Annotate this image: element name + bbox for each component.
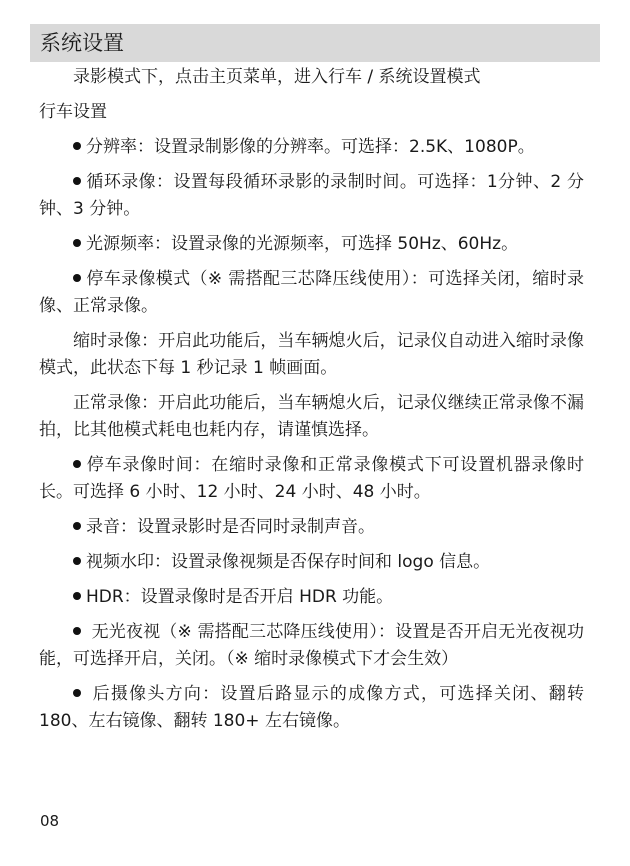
bullet-icon <box>73 627 81 635</box>
setting-item <box>39 681 584 735</box>
setting-item-text: 光源频率：设置录像的光源频率，可选择 50Hz、60Hz。 <box>86 234 519 254</box>
setting-item-text: 循环录像：设置每段循环录影的录制时间。可选择：1分钟、2 分钟、3 分钟。 <box>39 172 584 219</box>
bullet-icon <box>73 274 81 282</box>
setting-item-text: 停车录像时间：在缩时录像和正常录像模式下可设置机器录像时长。可选择 6 小时、12 小时、24 小时、48 小时。 <box>39 455 584 502</box>
setting-item <box>39 584 584 611</box>
page-number: 08 <box>40 812 60 830</box>
setting-item <box>39 134 584 161</box>
section-title: 行车设置 <box>39 102 107 122</box>
setting-item <box>39 169 584 223</box>
bullet-icon <box>73 177 81 185</box>
setting-item-text: 无光夜视（※ 需搭配三芯降压线使用）：设置是否开启无光夜视功能，可选择开启，关闭。（※ 缩时录像模式下才会生效） <box>39 622 584 669</box>
setting-item <box>39 266 584 320</box>
setting-item <box>39 452 584 506</box>
page-title: 系统设置 <box>40 31 124 55</box>
setting-item-text: 后摄像头方向：设置后路显示的成像方式，可选择关闭、翻转 180、左右镜像、翻转 180+ 左右镜像。 <box>39 684 584 731</box>
setting-item <box>39 549 584 576</box>
setting-item-text: 录音：设置录影时是否同时录制声音。 <box>86 517 375 537</box>
setting-item-text: HDR：设置录像时是否开启 HDR 功能。 <box>86 587 394 607</box>
manual-content <box>39 64 584 743</box>
setting-item-text: 分辨率：设置录制影像的分辨率。可选择：2.5K、1080P。 <box>86 137 535 157</box>
note-paragraph: 缩时录像：开启此功能后，当车辆熄火后，记录仪自动进入缩时录像模式，此状态下每 1 秒记录 1 帧画面。 <box>39 331 584 378</box>
setting-item-text: 视频水印：设置录像视频是否保存时间和 logo 信息。 <box>86 552 491 572</box>
bullet-icon <box>73 460 81 468</box>
setting-item <box>39 514 584 541</box>
bullet-icon <box>73 522 81 530</box>
bullet-icon <box>73 142 81 150</box>
setting-item <box>39 231 584 258</box>
note-paragraph: 正常录像：开启此功能后，当车辆熄火后，记录仪继续正常录像不漏拍，比其他模式耗电也耗内存，请谨慎选择。 <box>39 393 584 440</box>
bullet-icon <box>73 592 81 600</box>
setting-item-text: 停车录像模式（※ 需搭配三芯降压线使用）：可选择关闭，缩时录像、正常录像。 <box>39 269 584 316</box>
setting-item <box>39 619 584 673</box>
section-header-bar <box>30 24 600 62</box>
intro-paragraph: 录影模式下，点击主页菜单，进入行车 / 系统设置模式 <box>73 67 481 87</box>
bullet-icon <box>73 239 81 247</box>
bullet-icon <box>73 557 81 565</box>
bullet-icon <box>73 689 81 697</box>
